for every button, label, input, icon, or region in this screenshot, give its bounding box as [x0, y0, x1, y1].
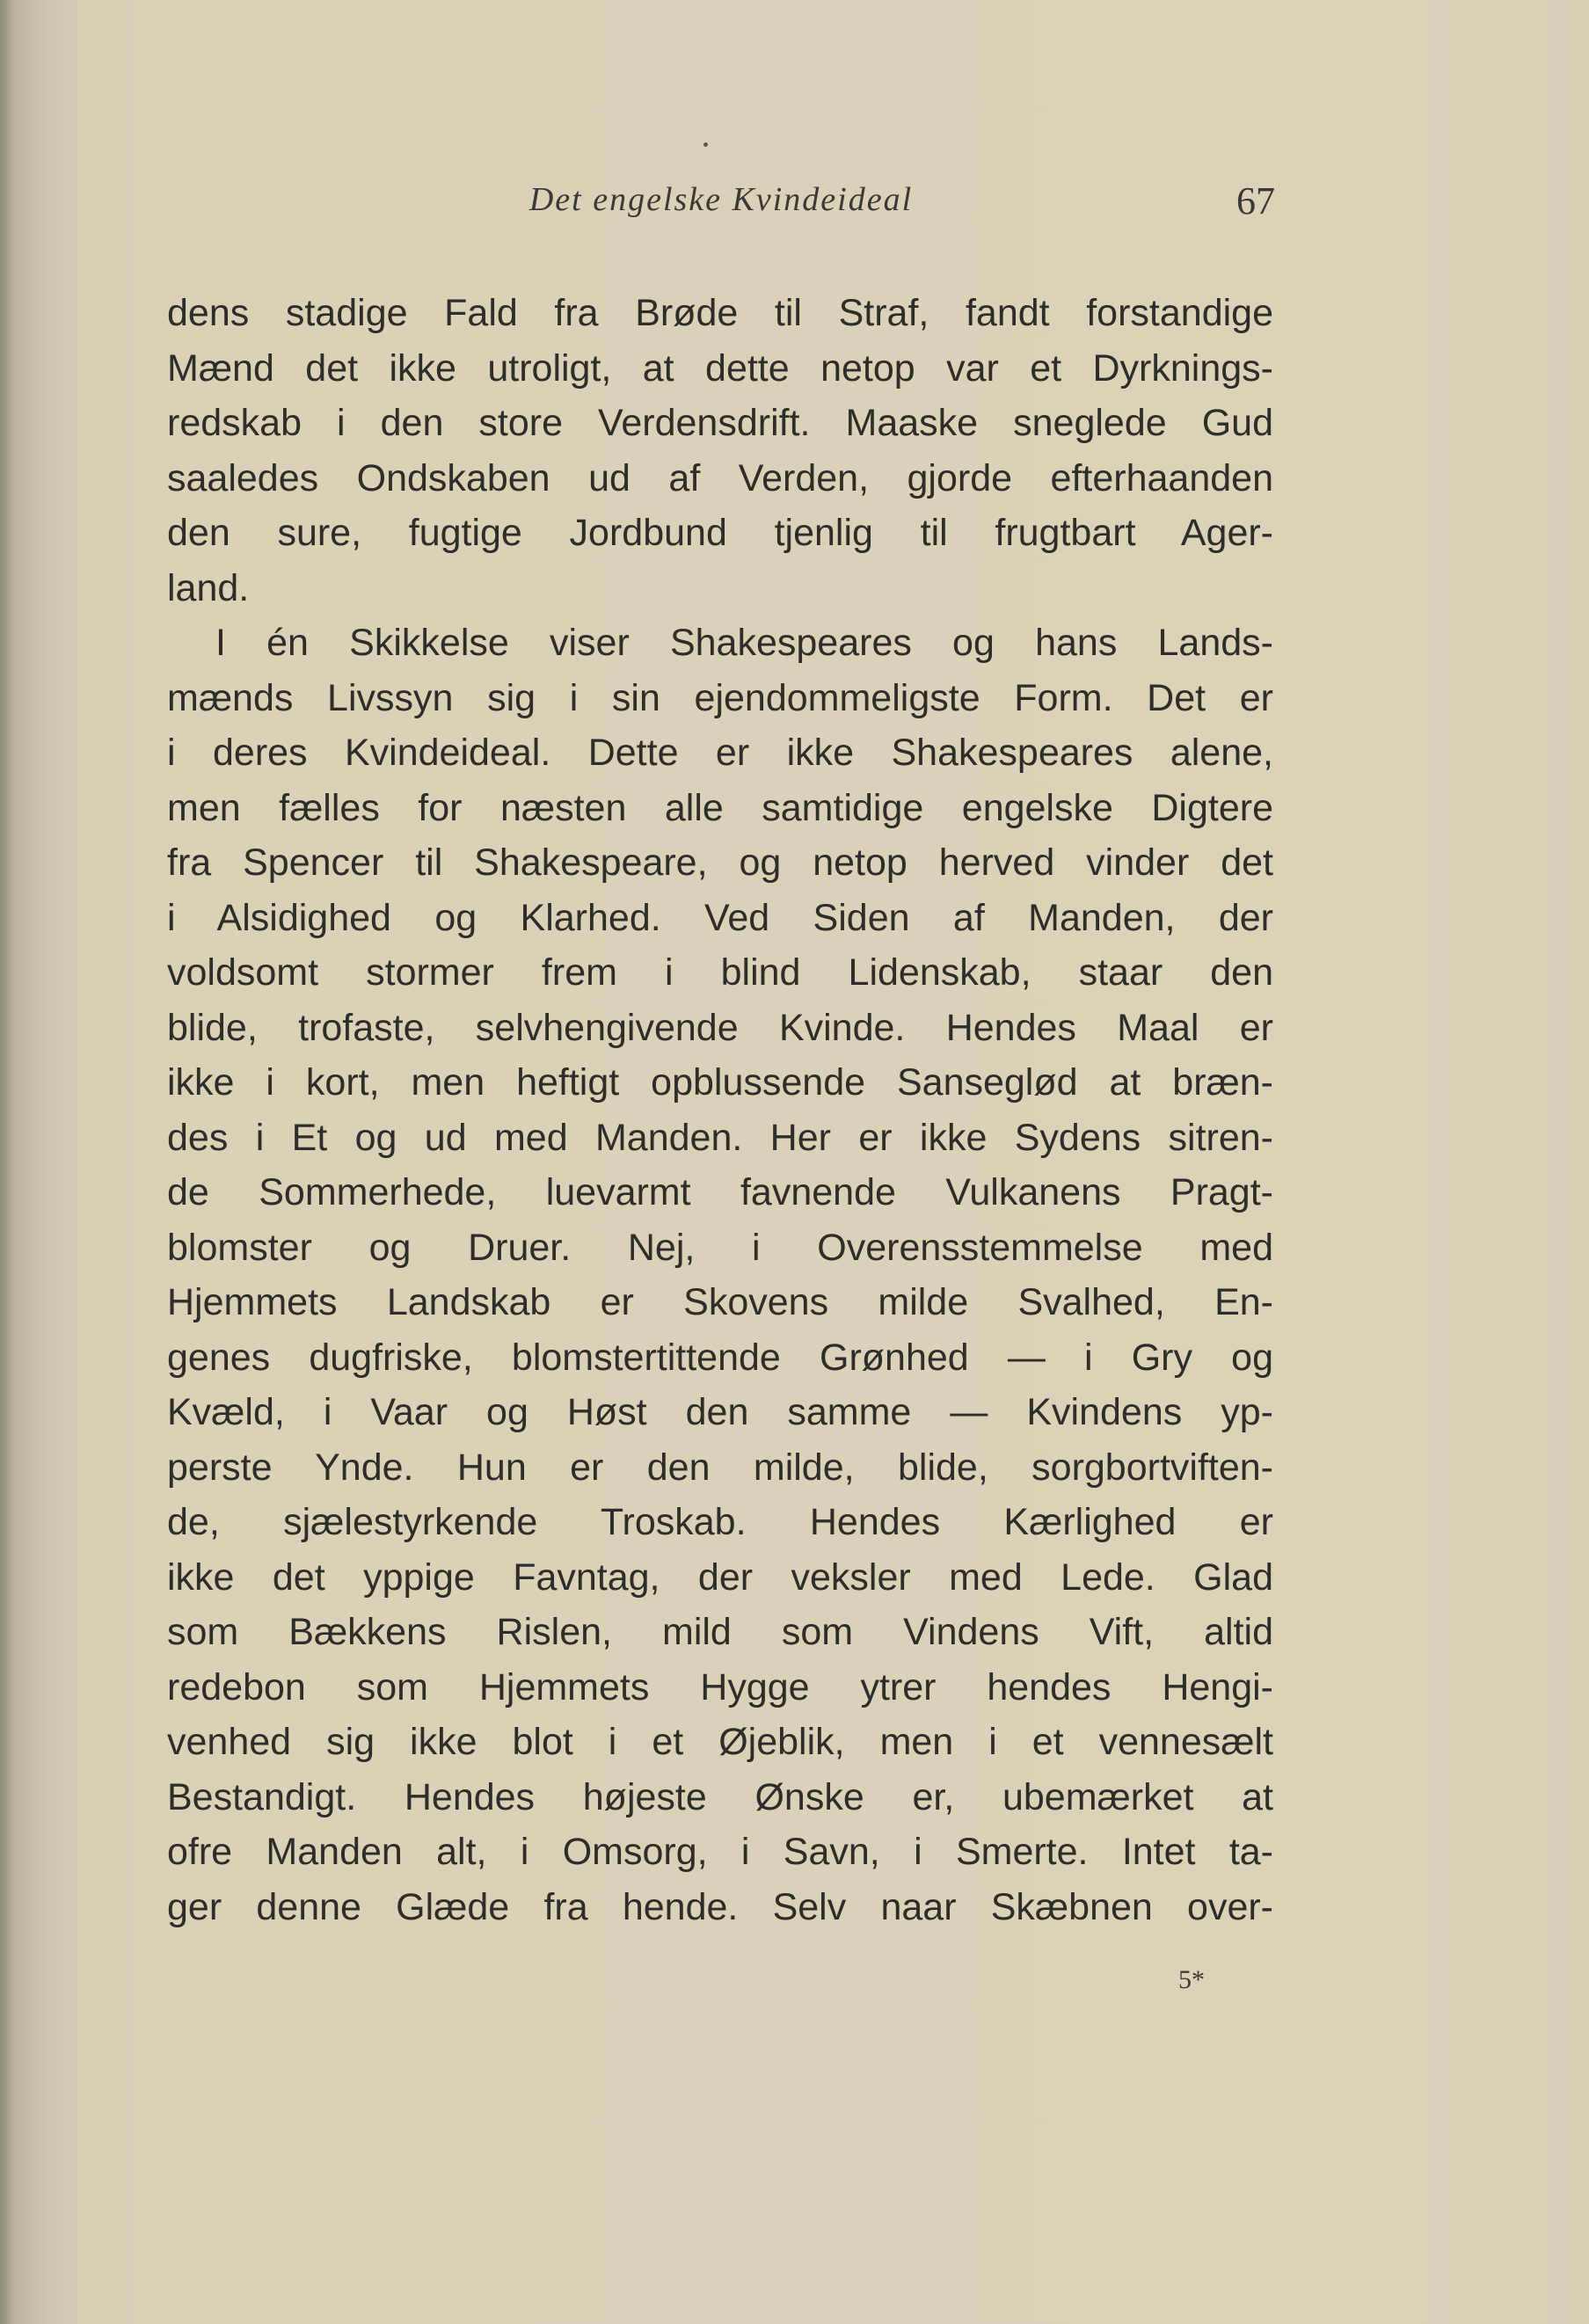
text-line: I én Skikkelse viser Shakespeares og hans Lands-	[215, 622, 1273, 664]
text-line: de Sommerhede, luevarmt favnende Vulkanens Pragt-	[167, 1171, 1273, 1213]
binding-gutter-shadow	[0, 0, 12, 2324]
text-line: fra Spencer til Shakespeare, og netop herved vinder det	[167, 841, 1273, 884]
text-line: Bestandigt. Hendes højeste Ønske er, ubemærket at	[167, 1775, 1273, 1818]
page-number: 67	[1236, 179, 1275, 222]
text-line: saaledes Ondskaben ud af Verden, gjorde efterhaanden	[167, 456, 1273, 499]
text-line: genes dugfriske, blomstertittende Grønhed — i Gry og	[167, 1336, 1273, 1379]
text-line: i deres Kvindeideal. Dette er ikke Shakespeares alene,	[167, 732, 1273, 774]
text-line: redebon som Hjemmets Hygge ytrer hendes Hengi-	[167, 1665, 1273, 1708]
page-header	[167, 180, 1275, 233]
body-text	[167, 286, 1273, 1934]
text-line: voldsomt stormer frem i blind Lidenskab, staar den	[167, 951, 1273, 994]
text-line: redskab i den store Verdensdrift. Maaske sneglede Gud	[167, 402, 1273, 444]
text-line: des i Et og ud med Manden. Her er ikke Sydens sitren-	[167, 1116, 1273, 1159]
text-line: Kvæld, i Vaar og Høst den samme — Kvindens yp-	[167, 1391, 1273, 1433]
text-line: venhed sig ikke blot i et Øjeblik, men i et vennesælt	[167, 1721, 1273, 1763]
running-title: Det engelske Kvindeideal	[528, 181, 914, 218]
text-line: ofre Manden alt, i Omsorg, i Savn, i Smerte. Intet ta-	[167, 1831, 1273, 1873]
text-line: men fælles for næsten alle samtidige engelske Digtere	[167, 786, 1273, 829]
text-line: blomster og Druer. Nej, i Overensstemmelse med	[167, 1226, 1273, 1269]
text-line: Mænd det ikke utroligt, at dette netop var et Dyrknings-	[167, 346, 1273, 390]
text-line: land.	[167, 566, 250, 609]
text-line: blide, trofaste, selvhengivende Kvinde. Hendes Maal er	[167, 1006, 1273, 1049]
text-line: ger denne Glæde fra hende. Selv naar Skæbnen over-	[167, 1885, 1273, 1928]
text-line: mænds Livssyn sig i sin ejendommeligste Form. Det er	[167, 676, 1273, 719]
text-line: dens stadige Fald fra Brøde til Straf, fandt forstandige	[167, 292, 1273, 334]
text-line: den sure, fugtige Jordbund tjenlig til frugtbart Ager-	[167, 512, 1273, 554]
paper-speck	[703, 142, 708, 147]
text-line: de, sjælestyrkende Troskab. Hendes Kærlighed er	[167, 1501, 1273, 1543]
text-line: i Alsidighed og Klarhed. Ved Siden af Manden, der	[167, 896, 1273, 939]
text-line: ikke i kort, men heftigt opblussende Sanseglød at bræn-	[167, 1061, 1273, 1104]
text-line: perste Ynde. Hun er den milde, blide, sorgbortviften-	[167, 1446, 1273, 1489]
text-line: Hjemmets Landskab er Skovens milde Svalhed, En-	[167, 1281, 1273, 1323]
signature-mark: 5*	[1178, 1965, 1205, 1994]
text-line: ikke det yppige Favntag, der veksler med Lede. Glad	[167, 1555, 1273, 1599]
text-line: som Bækkens Rislen, mild som Vindens Vift, altid	[167, 1611, 1273, 1653]
